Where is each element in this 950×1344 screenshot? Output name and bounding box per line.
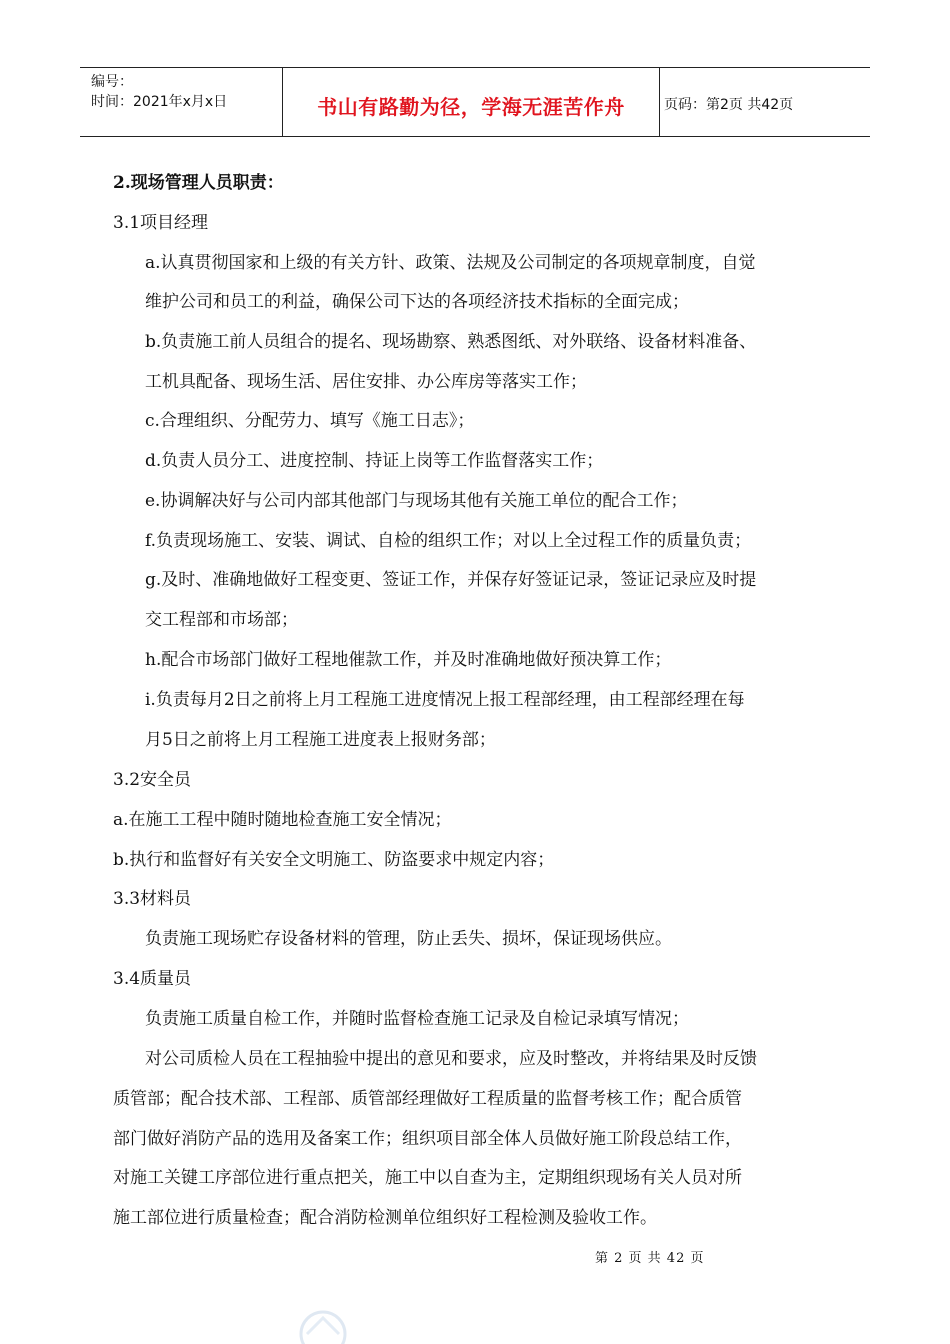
header-motto-cell: [283, 68, 660, 136]
list-item: c.合理组织、分配劳力、填写《施工日志》；: [145, 411, 475, 431]
document-number-label: 编号：: [91, 74, 133, 90]
subsection-3-2-title: 3.2安全员: [113, 770, 192, 790]
paragraph-line: 施工部位进行质量检查；配合消防检测单位组织好工程检测及验收工作。: [113, 1208, 657, 1228]
header-motto: 书山有路勤为径，学海无涯苦作舟: [317, 95, 625, 119]
paragraph-line: 对公司质检人员在工程抽验中提出的意见和要求，应及时整改，并将结果及时反馈: [145, 1049, 757, 1069]
list-item: i.负责每月2日之前将上月工程施工进度情况上报工程部经理，由工程部经理在每: [145, 690, 745, 710]
list-item: a.认真贯彻国家和上级的有关方针、政策、法规及公司制定的各项规章制度，自觉: [145, 253, 756, 273]
list-item: 维护公司和员工的利益，确保公司下达的各项经济技术指标的全面完成；: [145, 292, 689, 312]
paragraph-line: 部门做好消防产品的选用及备案工作；组织项目部全体人员做好施工阶段总结工作，: [113, 1129, 742, 1149]
paragraph-line: 对施工关键工序部位进行重点把关，施工中以自查为主，定期组织现场有关人员对所: [113, 1168, 742, 1188]
list-item: b.执行和监督好有关安全文明施工、防盗要求中规定内容；: [113, 850, 555, 870]
list-item: h.配合市场部门做好工程地催款工作，并及时准确地做好预决算工作；: [145, 650, 672, 670]
list-item: g.及时、准确地做好工程变更、签证工作，并保存好签证记录，签证记录应及时提: [145, 570, 757, 590]
list-item: e.协调解决好与公司内部其他部门与现场其他有关施工单位的配合工作；: [145, 491, 688, 511]
list-item: 月5日之前将上月工程施工进度表上报财务部；: [145, 730, 496, 750]
subsection-3-4-title: 3.4质量员: [113, 969, 192, 989]
paragraph-line: 负责施工质量自检工作，并随时监督检查施工记录及自检记录填写情况；: [145, 1009, 689, 1029]
subsection-3-3-title: 3.3材料员: [113, 889, 192, 909]
paragraph-line: 质管部；配合技术部、工程部、质管部经理做好工程质量的监督考核工作；配合质管: [113, 1089, 742, 1109]
document-date: 时间：2021年x月x日: [91, 94, 228, 110]
list-item: d.负责人员分工、进度控制、持证上岗等工作监督落实工作；: [145, 451, 604, 471]
list-item: b.负责施工前人员组合的提名、现场勘察、熟悉图纸、对外联络、设备材料准备、: [145, 332, 757, 352]
list-item: a.在施工工程中随时随地检查施工安全情况；: [113, 810, 452, 830]
page-header: [80, 67, 870, 137]
list-item: f.负责现场施工、安装、调试、自检的组织工作；对以上全过程工作的质量负责；: [145, 531, 752, 551]
watermark-seal-icon: [293, 1300, 353, 1344]
page-footer: 第 2 页 共 42 页: [595, 1251, 705, 1266]
subsection-3-1-title: 3.1项目经理: [113, 213, 209, 233]
section-title: 2.现场管理人员职责：: [113, 173, 284, 193]
list-item: 交工程部和市场部；: [145, 610, 298, 630]
header-page-info: 页码：第2页 共42页: [664, 97, 794, 113]
header-page-cell: [660, 68, 870, 136]
header-left-cell: [80, 68, 283, 136]
paragraph-line: 负责施工现场贮存设备材料的管理，防止丢失、损坏，保证现场供应。: [145, 929, 672, 949]
list-item: 工机具配备、现场生活、居住安排、办公库房等落实工作；: [145, 372, 587, 392]
